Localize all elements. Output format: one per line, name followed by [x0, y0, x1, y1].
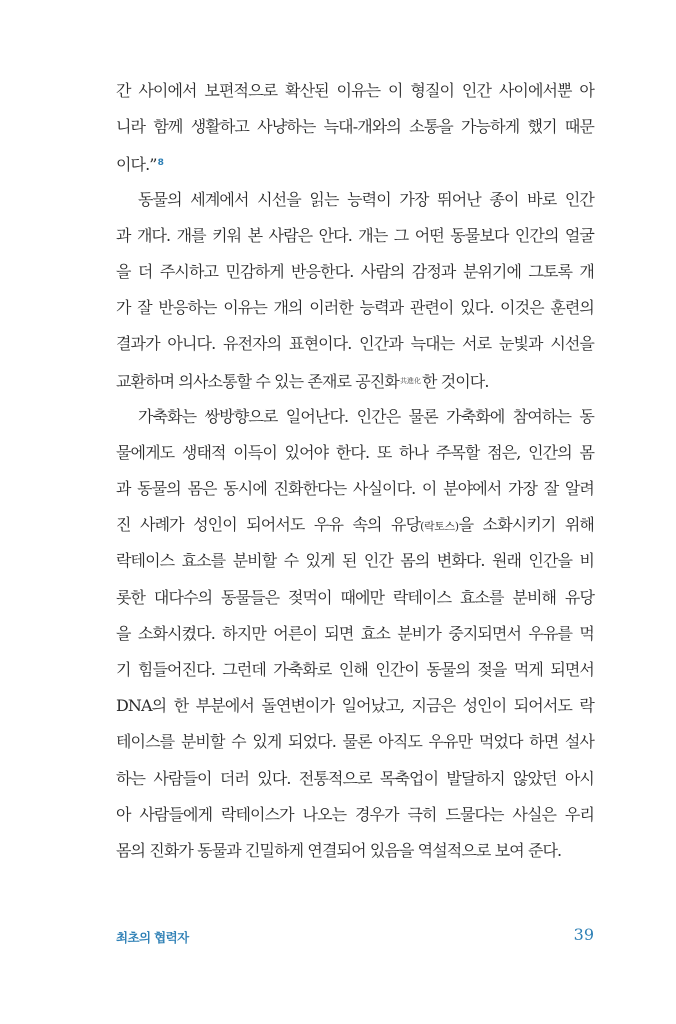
- text-line: 가축화는 쌍방향으로 일어난다. 인간은 물론 가축화에 참여하는 동: [138, 406, 594, 426]
- text-line: 니라 함께 생활하고 사냥하는 늑대-개와의 소통을 가능하게 했기 때문: [116, 117, 594, 137]
- paragraph-3: [116, 399, 594, 869]
- page-number: 39: [573, 925, 594, 944]
- text-span: 진 사례가 성인이 되어서도 우유 속의 유당: [116, 515, 421, 535]
- text-line: 결과가 아니다. 유전자의 표현이다. 인간과 늑대는 서로 눈빛과 시선을: [116, 334, 594, 354]
- text-line: 하는 사람들이 더러 있다. 전통적으로 목축업이 발달하지 않았던 아시: [116, 768, 594, 788]
- footnote-marker[interactable]: 8: [157, 158, 164, 169]
- page-footer: [116, 925, 594, 948]
- text-line: 테이스를 분비할 수 있게 되었다. 물론 아직도 우유만 먹었다 하면 설사: [116, 732, 594, 752]
- text-line: 롯한 대다수의 동물들은 젖먹이 때에만 락테이스 효소를 분비해 유당: [116, 587, 594, 607]
- hanja-annotation: 共進化: [399, 376, 421, 385]
- body-text: [116, 73, 594, 869]
- text-line: 간 사이에서 보편적으로 확산된 이유는 이 형질이 인간 사이에서뿐 아: [116, 81, 594, 100]
- paragraph-2: [116, 182, 594, 399]
- parenthetical-note: (락토스): [420, 520, 459, 534]
- text-line: [116, 507, 594, 543]
- text-line: 동물의 세계에서 시선을 읽는 능력이 가장 뛰어난 종이 바로 인간: [138, 189, 594, 209]
- paragraph-1: [116, 73, 594, 182]
- text-span: 이다.”: [116, 155, 157, 175]
- text-line: 과 개다. 개를 키워 본 사람은 안다. 개는 그 어떤 동물보다 인간의 얼굴: [116, 225, 594, 245]
- text-line: 을 더 주시하고 민감하게 반응한다. 사람의 감정과 분위기에 그토록 개: [116, 261, 594, 281]
- text-line: 을 소화시켰다. 하지만 어른이 되면 효소 분비가 중지되면서 우유를 먹: [116, 623, 594, 643]
- text-span: 교환하며 의사소통할 수 있는 존재로 공진화: [116, 371, 399, 391]
- text-line: 아 사람들에게 락테이스가 나오는 경우가 극히 드물다는 사실은 우리: [116, 804, 594, 824]
- text-line: 기 힘들어진다. 그런데 가축화로 인해 인간이 동물의 젖을 먹게 되면서: [116, 660, 594, 679]
- text-line: 락테이스 효소를 분비할 수 있게 된 인간 몸의 변화다. 원래 인간을 비: [116, 551, 594, 571]
- text-line: 과 동물의 몸은 동시에 진화한다는 사실이다. 이 분야에서 가장 잘 알려: [116, 479, 594, 499]
- text-line: [116, 363, 594, 399]
- text-line: [116, 145, 594, 181]
- text-line: 가 잘 반응하는 이유는 개의 이러한 능력과 관련이 있다. 이것은 훈련의: [116, 298, 594, 318]
- text-line: DNA의 한 부분에서 돌연변이가 일어났고, 지금은 성인이 되어서도 락: [116, 696, 594, 716]
- text-span: 한 것이다.: [421, 371, 489, 391]
- running-title: 최초의 협력자: [116, 930, 189, 945]
- text-span: 을 소화시키기 위해: [458, 515, 594, 535]
- text-line: 물에게도 생태적 이득이 있어야 한다. 또 하나 주목할 점은, 인간의 몸: [116, 442, 594, 462]
- text-line: 몸의 진화가 동물과 긴밀하게 연결되어 있음을 역설적으로 보여 준다.: [116, 840, 562, 860]
